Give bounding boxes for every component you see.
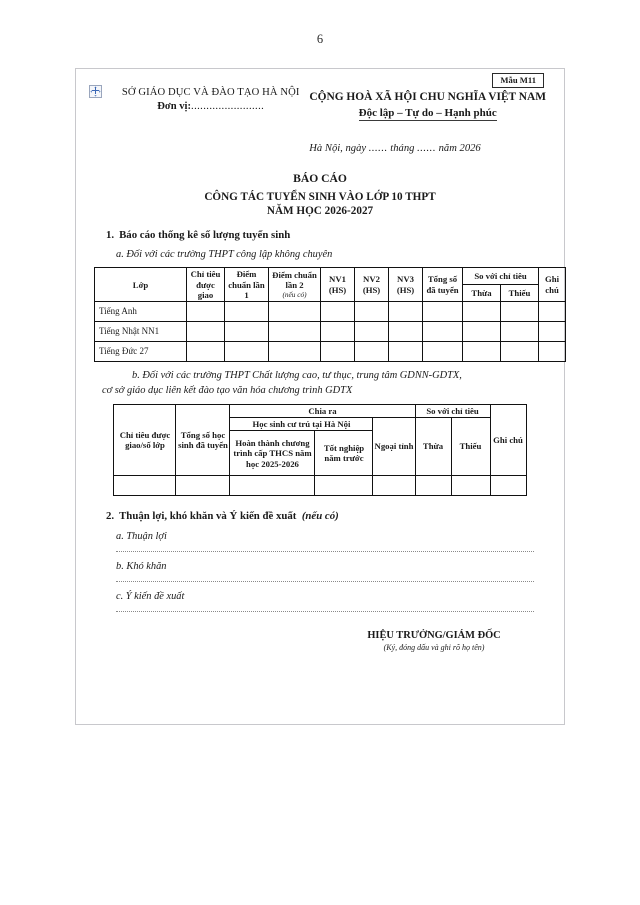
- cell-thua[interactable]: [415, 476, 451, 496]
- section2-item-a: a. Thuận lợi: [116, 531, 167, 543]
- cell-ghi-chu[interactable]: [539, 322, 566, 342]
- section2-heading-note: (nếu có): [301, 510, 339, 523]
- cell-tong-so-hoc-sinh[interactable]: [176, 476, 230, 496]
- section2-number: 2.: [106, 510, 115, 523]
- cell-ghi-chu[interactable]: [539, 302, 566, 322]
- cell-nv1[interactable]: [321, 322, 355, 342]
- th-tong-so-da-tuyen: Tổng số đã tuyển: [423, 268, 463, 302]
- signature-title: HIỆU TRƯỞNG/GIÁM ĐỐC: [367, 630, 501, 642]
- unit-field: [112, 101, 309, 112]
- recruitment-table-public-schools: [94, 267, 566, 362]
- cell-nv2[interactable]: [355, 322, 389, 342]
- cell-nv3[interactable]: [389, 322, 423, 342]
- cell-hoan-thanh-thcs[interactable]: [230, 476, 315, 496]
- cell-diem-chuan-2[interactable]: [269, 302, 321, 322]
- cell-ghi-chu[interactable]: [490, 476, 526, 496]
- report-subtitle-line1: CÔNG TÁC TUYỂN SINH VÀO LỚP 10 THPT: [204, 191, 436, 203]
- answer-line-a[interactable]: [116, 550, 534, 552]
- cell-diem-chuan-1[interactable]: [225, 342, 269, 362]
- cell-tong-so[interactable]: [423, 342, 463, 362]
- cell-tong-so[interactable]: [423, 302, 463, 322]
- cell-chi-tieu-so-lop[interactable]: [114, 476, 176, 496]
- date-day-blank[interactable]: ......: [368, 143, 388, 154]
- th-ghi-chu: Ghi chú: [539, 268, 566, 302]
- cell-ghi-chu[interactable]: [539, 342, 566, 362]
- answer-line-c[interactable]: [116, 610, 534, 612]
- unit-dots[interactable]: ........................: [191, 101, 265, 112]
- table1-header-row-1: [95, 268, 566, 285]
- row-label[interactable]: Tiếng Anh: [95, 302, 187, 322]
- th-diem-chuan-lan-2-text: Điểm chuẩn lần 2: [272, 269, 317, 291]
- table-row: [114, 476, 526, 496]
- th-thieu: Thiếu: [451, 417, 490, 475]
- cell-chi-tieu[interactable]: [187, 302, 225, 322]
- cell-nv2[interactable]: [355, 342, 389, 362]
- section1-heading-text: Báo cáo thống kê số lượng tuyển sinh: [119, 229, 291, 241]
- section1-sub-b-line1: b. Đối với các trường THPT Chất lượng cao, tư thục, trung tâm GDNN-GDTX,: [132, 370, 462, 382]
- section1-sub-b-line2: cơ sở giáo dục liên kết đào tạo văn hóa chương trình GDTX: [102, 385, 353, 397]
- section1-heading: [94, 229, 546, 241]
- th-thieu: Thiếu: [501, 285, 539, 302]
- cell-chi-tieu[interactable]: [187, 342, 225, 362]
- national-motto: Độc lập – Tự do – Hạnh phúc: [358, 107, 497, 119]
- th-so-voi-chi-tieu: So với chỉ tiêu: [463, 268, 539, 285]
- report-subtitle: [94, 190, 546, 218]
- national-title: CỘNG HOÀ XÃ HỘI CHU NGHĨA VIỆT NAM: [309, 91, 546, 103]
- cell-thua[interactable]: [463, 302, 501, 322]
- document-page: [75, 68, 565, 725]
- cell-diem-chuan-2[interactable]: [269, 342, 321, 362]
- cell-thieu[interactable]: [451, 476, 490, 496]
- cell-chi-tieu[interactable]: [187, 322, 225, 342]
- section2-item-b: b. Khó khăn: [116, 561, 167, 573]
- th-so-voi-chi-tieu: So với chỉ tiêu: [415, 404, 490, 417]
- answer-line-b[interactable]: [116, 580, 534, 582]
- th-ngoai-tinh: Ngoại tỉnh: [373, 417, 415, 475]
- signature-block: [94, 630, 546, 652]
- table2-header-row-1: [114, 404, 526, 417]
- date-line: [94, 143, 546, 154]
- report-subtitle-line2: NĂM HỌC 2026-2027: [266, 205, 374, 217]
- th-diem-chuan-lan-2: [269, 268, 321, 302]
- th-chia-ra: Chia ra: [230, 404, 415, 417]
- th-thua: Thừa: [415, 417, 451, 475]
- document-header: [94, 75, 546, 121]
- th-hoc-sinh-cu-tru: Học sinh cư trú tại Hà Nội: [230, 417, 373, 430]
- cell-nv1[interactable]: [321, 342, 355, 362]
- th-nv1: NV1 (HS): [321, 268, 355, 302]
- page-number: 6: [316, 32, 324, 46]
- section1-number: 1.: [106, 229, 115, 241]
- cell-nv1[interactable]: [321, 302, 355, 322]
- department-name: SỞ GIÁO DỤC VÀ ĐÀO TẠO HÀ NỘI: [121, 87, 300, 98]
- cell-thieu[interactable]: [501, 322, 539, 342]
- th-diem-chuan-lan-2-note: (nếu có): [282, 289, 307, 299]
- th-hoan-thanh-thcs: Hoàn thành chương trình cấp THCS năm học 2025-2026: [230, 431, 315, 476]
- date-year: năm 2026: [438, 143, 481, 154]
- unit-label: Đơn vị:: [157, 101, 192, 112]
- section1-sub-b: [94, 368, 546, 398]
- table-row: [95, 302, 566, 322]
- cell-diem-chuan-1[interactable]: [225, 322, 269, 342]
- th-thua: Thừa: [463, 285, 501, 302]
- form-code-badge: Mẫu M11: [492, 73, 544, 88]
- date-city: Hà Nội, ngày: [309, 143, 367, 154]
- th-chi-tieu-so-lop: Chỉ tiêu được giao/số lớp: [114, 404, 176, 476]
- signature-note: (Ký, đóng dấu và ghi rõ họ tên): [383, 643, 485, 653]
- th-lop: Lớp: [95, 268, 187, 302]
- row-label[interactable]: Tiếng Đức 27: [95, 342, 187, 362]
- cell-nv3[interactable]: [389, 302, 423, 322]
- date-month-blank[interactable]: ......: [417, 143, 436, 154]
- section1-sub-a: a. Đối với các trường THPT công lập không chuyên: [116, 249, 333, 260]
- header-right-block: [309, 75, 546, 121]
- cell-thieu[interactable]: [501, 342, 539, 362]
- th-chi-tieu-duoc-giao: Chỉ tiêu được giao: [187, 268, 225, 302]
- report-title: BÁO CÁO: [293, 172, 347, 185]
- header-left-block: [94, 87, 309, 112]
- cell-thieu[interactable]: [501, 302, 539, 322]
- cell-tong-so[interactable]: [423, 322, 463, 342]
- cell-thua[interactable]: [463, 342, 501, 362]
- th-diem-chuan-lan-1: Điểm chuẩn lần 1: [225, 268, 269, 302]
- th-nv3: NV3 (HS): [389, 268, 423, 302]
- th-tong-so-hoc-sinh: Tổng số học sinh đã tuyển: [176, 404, 230, 476]
- cell-ngoai-tinh[interactable]: [373, 476, 415, 496]
- section2-heading: [94, 510, 546, 522]
- cell-thua[interactable]: [463, 322, 501, 342]
- th-ghi-chu: Ghi chú: [490, 404, 526, 476]
- th-nv2: NV2 (HS): [355, 268, 389, 302]
- cell-diem-chuan-2[interactable]: [269, 322, 321, 342]
- section2-item-c: c. Ý kiến đề xuất: [116, 591, 185, 603]
- cell-nv2[interactable]: [355, 302, 389, 322]
- th-tot-nghiep-nam-truoc: Tốt nghiệp năm trước: [315, 431, 373, 476]
- section2-heading-text: Thuận lợi, khó khăn và Ý kiến đề xuất: [119, 510, 297, 523]
- section2: [94, 510, 546, 612]
- recruitment-table-other-institutions: [113, 404, 526, 497]
- row-label[interactable]: Tiếng Nhật NN1: [95, 322, 187, 342]
- date-month-label: tháng: [390, 143, 415, 154]
- table-row: [95, 322, 566, 342]
- table-move-handle-icon[interactable]: [89, 85, 102, 98]
- cell-diem-chuan-1[interactable]: [225, 302, 269, 322]
- table-row: [95, 342, 566, 362]
- cell-nv3[interactable]: [389, 342, 423, 362]
- cell-tot-nghiep-nam-truoc[interactable]: [315, 476, 373, 496]
